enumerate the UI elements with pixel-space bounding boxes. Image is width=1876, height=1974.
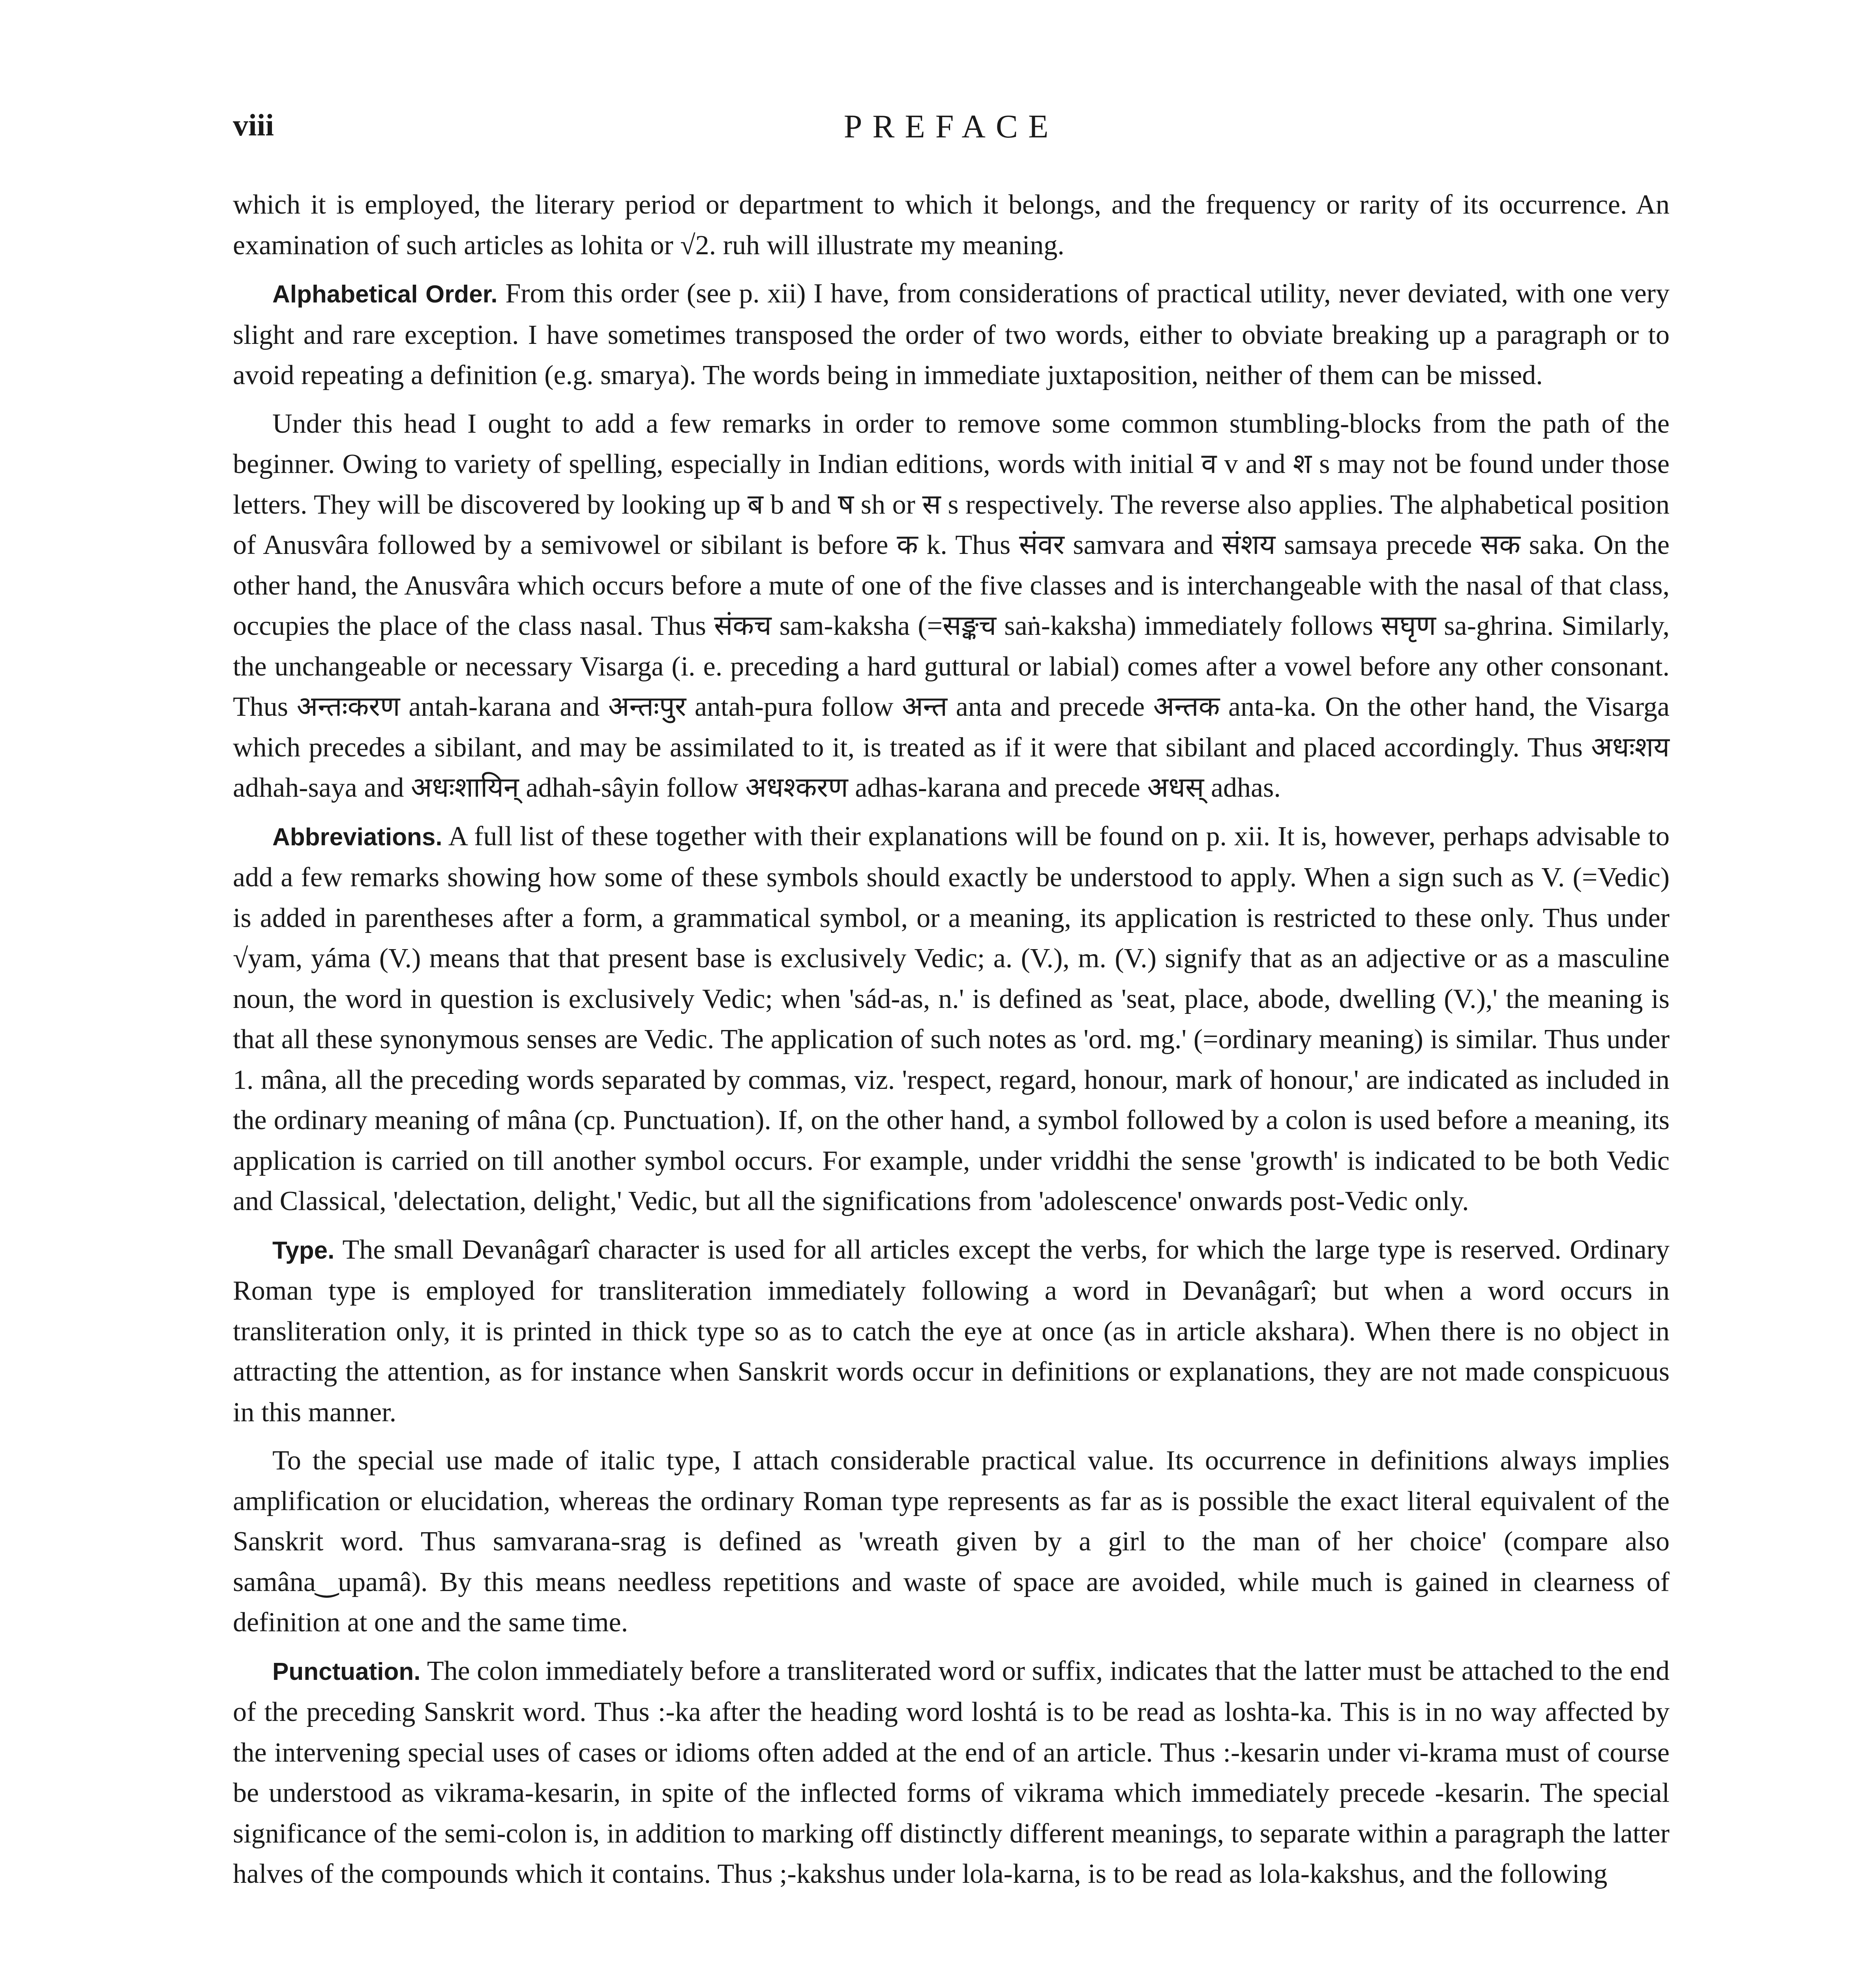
paragraph-text: The small Devanâgarî character is used for all articles except the verbs, for which the large type is reserved. Ordinary Roman type is employed for transliteration immediately following a word in Devanâgarî; but when a word occurs in transliteration only, it is printed in thick type so as to catch the eye at once (as in article akshara). When there is no object in attracting the attention, as for instance when Sanskrit words occur in definitions or explanations, they are not made conspicuous in this manner.	[233, 1234, 1670, 1428]
section-heading-punctuation: Punctuation.	[272, 1658, 421, 1685]
section-heading-type: Type.	[272, 1237, 335, 1264]
section-heading-abbreviations: Abbreviations.	[272, 823, 442, 851]
body-text	[233, 185, 1670, 1903]
section-heading-alphabetical-order: Alphabetical Order.	[272, 281, 498, 308]
paragraph-text: A full list of these together with their explanations will be found on p. xii. It is, however, perhaps advisable to add a few remarks showing how some of these symbols should exactly be understood to apply. When a sign such as V. (=Vedic) is added in parentheses after a form, a grammatical symbol, or a meaning, its application is restricted to these only. Thus under √yam, yáma (V.) means that that present base is exclusively Vedic; a. (V.), m. (V.) signify that as an adjective or as a masculine noun, the word in question is exclusively Vedic; when 'sád-as, n.' is defined as 'seat, place, abode, dwelling (V.),' the meaning is that all these synonymous senses are Vedic. The application of such notes as 'ord. mg.' (=ordinary meaning) is similar. Thus under 1. mâna, all the preceding words separated by commas, viz. 'respect, regard, honour, mark of honour,' are indicated as included in the ordinary meaning of mâna (cp. Punctuation). If, on the other hand, a symbol followed by a colon is used before a meaning, its application is carried on till another symbol occurs. For example, under vriddhi the sense 'growth' is indicated to be both Vedic and Classical, 'delectation, delight,' Vedic, but all the significations from 'adolescence' onwards post-Vedic only.	[233, 821, 1670, 1216]
paragraph-text: From this order (see p. xii) I have, from considerations of practical utility, never deviated, with one very slight and rare exception. I have sometimes transposed the order of two words, either to obviate breaking up a paragraph or to avoid repeating a definition (e.g. smarya). The words being in immediate juxtaposition, neither of them can be missed.	[233, 278, 1670, 390]
paragraph-alphabetical-order	[233, 274, 1670, 396]
paragraph-type	[233, 1230, 1670, 1433]
paragraph-italic-type	[233, 1441, 1670, 1643]
paragraph-text: which it is employed, the literary period or department to which it belongs, and the frequency or rarity of its occurrence. An examination of such articles as lohita or √2. ruh will illustrate my meaning.	[233, 190, 1670, 261]
paragraph-text: To the special use made of italic type, I attach considerable practical value. Its occurrence in definitions always implies amplification or elucidation, whereas the ordinary Roman type represents as far as is possible the exact literal equivalent of the Sanskrit word. Thus samvarana-srag is defined as 'wreath given by a girl to the man of her choice' (compare also samâna‿upamâ). By this means needless repetitions and waste of space are avoided, while much is gained in clearness of definition at one and the same time.	[233, 1445, 1670, 1638]
running-head: PREFACE	[843, 108, 1059, 145]
paragraph-continuation	[233, 185, 1670, 266]
paragraph-abbreviations	[233, 816, 1670, 1222]
paragraph-text: Under this head I ought to add a few remarks in order to remove some common stumbling-blocks from the path of the beginner. Owing to variety of spelling, especially in Indian editions, words with initial व v and श s may not be found under those letters. They will be discovered by looking up ब b and ष sh or स s respectively. The reverse also applies. The alphabetical position of Anusvâra followed by a semivowel or sibilant is before क k. Thus संवर samvara and संशय samsaya precede सक saka. On the other hand, the Anusvâra which occurs before a mute of one of the five classes and is interchangeable with the nasal of that class, occupies the place of the class nasal. Thus संकच sam-kaksha (=सङ्कच saṅ-kaksha) immediately follows सघृण sa-ghrina. Similarly, the unchangeable or necessary Visarga (i. e. preceding a hard guttural or labial) comes after a vowel before any other consonant. Thus अन्तःकरण antah-karana and अन्तःपुर antah-pura follow अन्त anta and precede अन्तक anta-ka. On the other hand, the Visarga which precedes a sibilant, and may be assimilated to it, is treated as if it were that sibilant and placed accordingly. Thus अधःशय adhah-saya and अधःशायिन् adhah-sâyin follow अधश्करण adhas-karana and precede अधस् adhas.	[233, 408, 1670, 803]
page-header	[233, 107, 1670, 155]
paragraph-punctuation	[233, 1651, 1670, 1895]
paragraph-text: The colon immediately before a transliterated word or suffix, indicates that the latter must be attached to the end of the preceding Sanskrit word. Thus :-ka after the heading word loshtá is to be read as loshta-ka. This is in no way affected by the intervening special uses of cases or idioms often added at the end of an article. Thus :-kesarin under vi-krama must of course be understood as vikrama-kesarin, in spite of the inflected forms of vikrama which immediately precede -kesarin. The special significance of the semi-colon is, in addition to marking off distinctly different meanings, to separate within a paragraph the latter halves of the compounds which it contains. Thus ;-kakshus under lola-karna, is to be read as lola-kakshus, and the following	[233, 1655, 1670, 1889]
paragraph-anusvara	[233, 404, 1670, 809]
page-number: viii	[233, 108, 274, 142]
